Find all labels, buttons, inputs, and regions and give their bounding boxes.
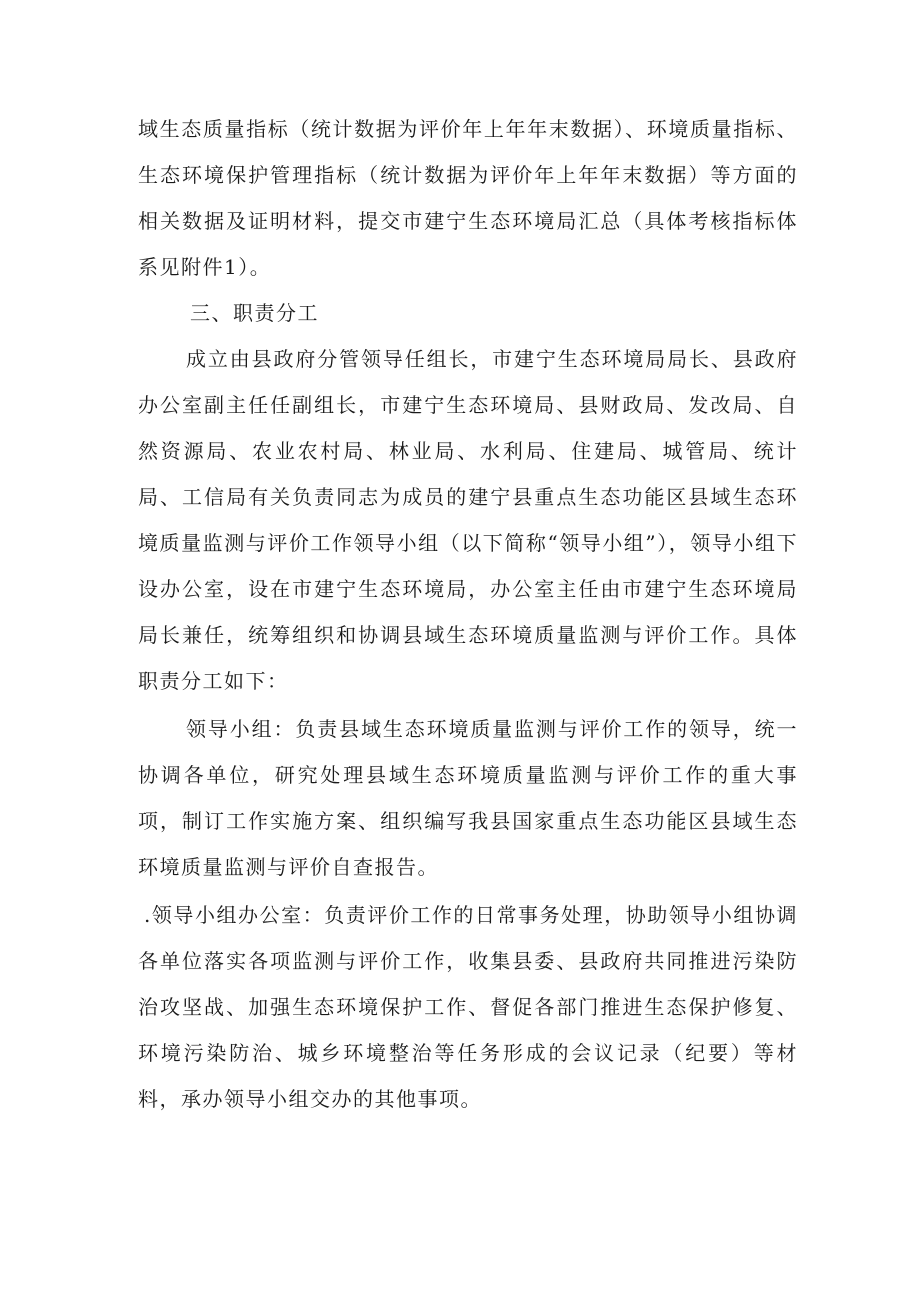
paragraph-office-duties: .领导小组办公室：负责评价工作的日常事务处理，协助领导小组协调各单位落实各项监测与评价工作，收集县委、县政府共同推进污染防治攻坚战、加强生态环境保护工作、督促各部门推进生态保护修复、环境污染防治、城乡环境整治等任务形成的会议记录（纪要）等材料，承办领导小组交办的其他事项。 xyxy=(138,903,798,1111)
document-body xyxy=(138,106,798,1122)
paragraph-leading-group-composition: 成立由县政府分管领导任组长，市建宁生态环境局局长、县政府办公室副主任任副组长，市建宁生态环境局、县财政局、发改局、自然资源局、农业农村局、林业局、水利局、住建局、城管局、统计局、工信局有关负责同志为成员的建宁县重点生态功能区县域生态环境质量监测与评价工作领导小组（以下简称“领导小组”），领导小组下设办公室，设在市建宁生态环境局，办公室主任由市建宁生态环境局局长兼任，统筹组织和协调县域生态环境质量监测与评价工作。具体职责分工如下： xyxy=(138,347,798,693)
paragraph-continuation: 域生态质量指标（统计数据为评价年上年年末数据）、环境质量指标、生态环境保护管理指标（统计数据为评价年上年年末数据）等方面的相关数据及证明材料，提交市建宁生态环境局汇总（具体考核指标体系见附件1）。 xyxy=(138,117,798,279)
section-heading-responsibilities: 三、职责分工 xyxy=(190,301,319,325)
paragraph-leading-group-duties: 领导小组：负责县域生态环境质量监测与评价工作的领导，统一协调各单位，研究处理县域生态环境质量监测与评价工作的重大事项，制订工作实施方案、组织编写我县国家重点生态功能区县域生态环境质量监测与评价自查报告。 xyxy=(138,717,798,879)
